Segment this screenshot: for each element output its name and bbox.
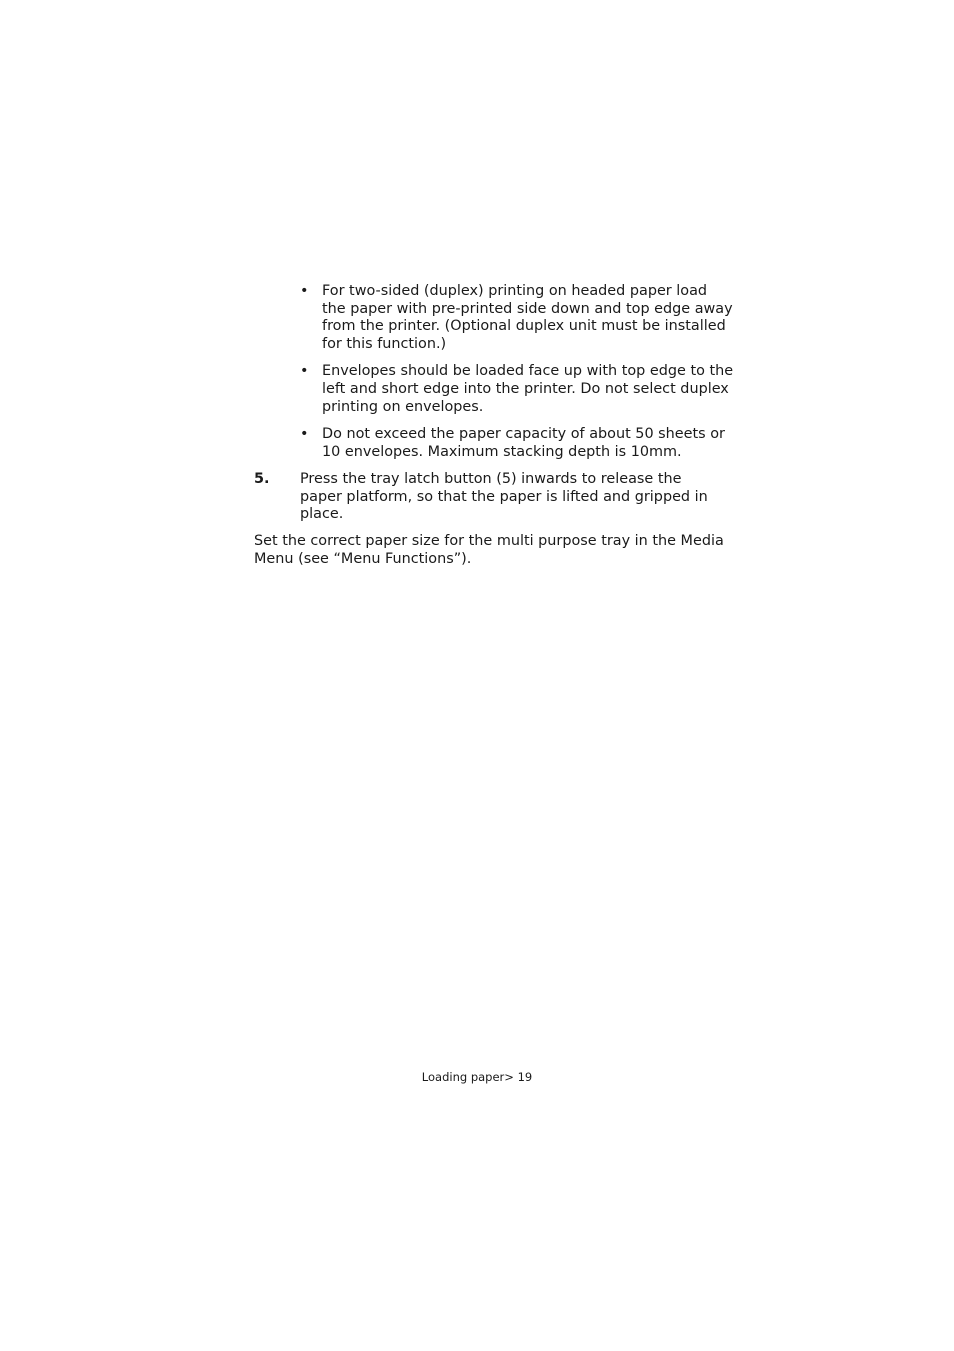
- page-footer: Loading paper> 19: [421, 1070, 533, 1084]
- page-content: [254, 283, 734, 569]
- bullet-icon: •: [300, 425, 309, 442]
- bullet-list: [254, 283, 734, 461]
- body-paragraph: Set the correct paper size for the multi purpose tray in the Media Menu (see “Menu Functions”).: [254, 533, 724, 568]
- bullet-icon: •: [300, 363, 309, 380]
- list-item: [300, 426, 734, 461]
- step-text: Press the tray latch button (5) inwards to release the paper platform, so that the paper is lifted and gripped in place.: [300, 470, 708, 523]
- bullet-text: Envelopes should be loaded face up with top edge to the left and short edge into the printer. Do not select duplex printing on envelopes.: [322, 363, 734, 415]
- step-number: 5.: [254, 470, 270, 487]
- list-item: [300, 283, 734, 354]
- list-item: [300, 363, 734, 416]
- bullet-text: For two-sided (duplex) printing on headed paper load the paper with pre-printed side down and top edge away from the printer. (Optional duplex unit must be installed for this function.): [322, 283, 733, 353]
- step-5: [254, 471, 734, 524]
- bullet-text: Do not exceed the paper capacity of about 50 sheets or 10 envelopes. Maximum stacking depth is 10mm.: [322, 425, 725, 460]
- bullet-icon: •: [300, 283, 309, 299]
